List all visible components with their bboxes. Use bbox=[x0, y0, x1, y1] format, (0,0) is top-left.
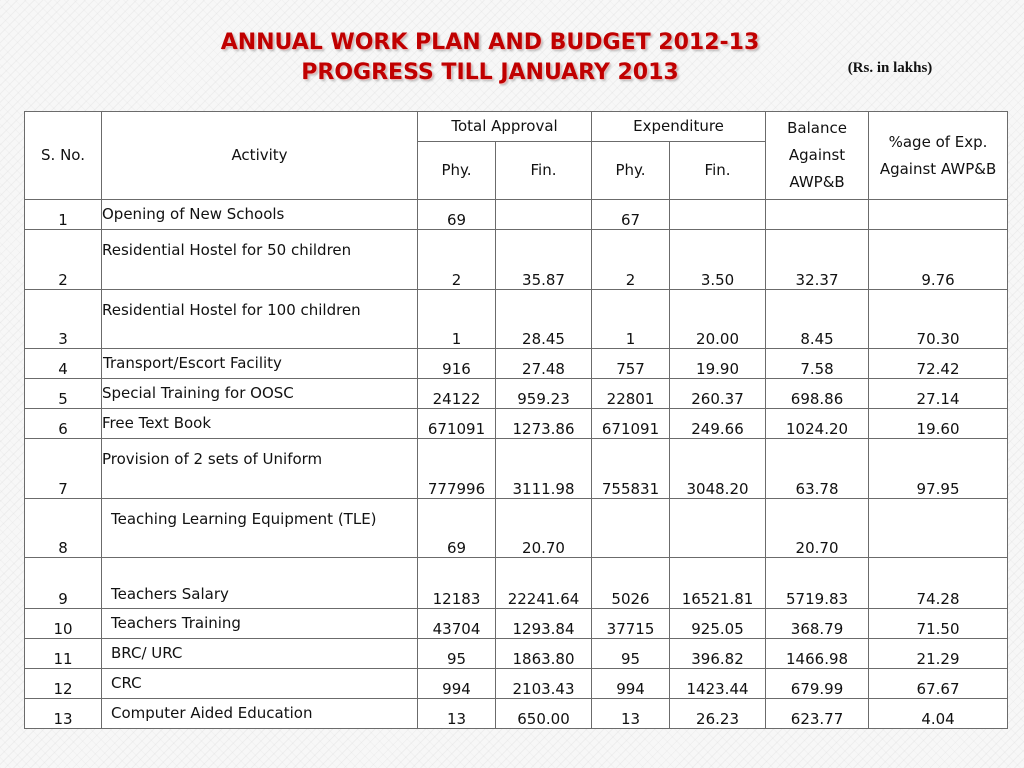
cell-sno: 9 bbox=[25, 558, 102, 609]
cell-activity: Teaching Learning Equipment (TLE) bbox=[102, 499, 418, 558]
cell-pct: 74.28 bbox=[869, 558, 1008, 609]
cell-balance: 8.45 bbox=[766, 290, 869, 349]
cell-ta-fin: 22241.64 bbox=[496, 558, 592, 609]
cell-ex-fin: 249.66 bbox=[670, 409, 766, 439]
cell-sno: 13 bbox=[25, 699, 102, 729]
cell-pct: 70.30 bbox=[869, 290, 1008, 349]
header-ex-phy: Phy. bbox=[592, 142, 670, 200]
cell-pct: 4.04 bbox=[869, 699, 1008, 729]
cell-ex-phy: 67 bbox=[592, 200, 670, 230]
cell-ex-phy: 2 bbox=[592, 230, 670, 290]
cell-activity: Opening of New Schools bbox=[102, 200, 418, 230]
cell-ex-fin: 1423.44 bbox=[670, 669, 766, 699]
cell-ta-phy: 671091 bbox=[418, 409, 496, 439]
slide-title-line1: ANNUAL WORK PLAN AND BUDGET 2012-13 bbox=[220, 30, 760, 55]
cell-sno: 10 bbox=[25, 609, 102, 639]
cell-ta-fin: 1293.84 bbox=[496, 609, 592, 639]
table-row bbox=[25, 349, 1008, 379]
cell-balance: 1466.98 bbox=[766, 639, 869, 669]
cell-ta-phy: 994 bbox=[418, 669, 496, 699]
table-row bbox=[25, 230, 1008, 290]
cell-ex-fin: 260.37 bbox=[670, 379, 766, 409]
cell-ex-phy: 671091 bbox=[592, 409, 670, 439]
cell-pct: 27.14 bbox=[869, 379, 1008, 409]
cell-ex-fin: 26.23 bbox=[670, 699, 766, 729]
cell-ta-phy: 24122 bbox=[418, 379, 496, 409]
cell-ta-fin: 28.45 bbox=[496, 290, 592, 349]
cell-ex-phy bbox=[592, 499, 670, 558]
cell-activity: BRC/ URC bbox=[102, 639, 418, 669]
header-ta-phy: Phy. bbox=[418, 142, 496, 200]
cell-ex-phy: 1 bbox=[592, 290, 670, 349]
cell-pct bbox=[869, 200, 1008, 230]
table-row bbox=[25, 639, 1008, 669]
cell-ta-fin: 35.87 bbox=[496, 230, 592, 290]
cell-ex-fin bbox=[670, 200, 766, 230]
cell-activity: Teachers Salary bbox=[102, 558, 418, 609]
cell-balance: 7.58 bbox=[766, 349, 869, 379]
cell-ta-fin bbox=[496, 200, 592, 230]
cell-ta-phy: 69 bbox=[418, 499, 496, 558]
table-row bbox=[25, 439, 1008, 499]
cell-sno: 11 bbox=[25, 639, 102, 669]
cell-pct: 9.76 bbox=[869, 230, 1008, 290]
cell-ta-phy: 2 bbox=[418, 230, 496, 290]
cell-balance: 698.86 bbox=[766, 379, 869, 409]
cell-ex-fin: 20.00 bbox=[670, 290, 766, 349]
cell-balance: 63.78 bbox=[766, 439, 869, 499]
cell-balance bbox=[766, 200, 869, 230]
cell-ex-phy: 994 bbox=[592, 669, 670, 699]
cell-pct: 19.60 bbox=[869, 409, 1008, 439]
cell-balance: 623.77 bbox=[766, 699, 869, 729]
header-sno: S. No. bbox=[25, 112, 102, 200]
table-row bbox=[25, 499, 1008, 558]
cell-activity: Residential Hostel for 50 children bbox=[102, 230, 418, 290]
table-row bbox=[25, 669, 1008, 699]
cell-ta-phy: 12183 bbox=[418, 558, 496, 609]
cell-pct bbox=[869, 499, 1008, 558]
cell-sno: 1 bbox=[25, 200, 102, 230]
header-pct-exp: %age of Exp. Against AWP&B bbox=[869, 112, 1008, 200]
cell-activity: Teachers Training bbox=[102, 609, 418, 639]
cell-activity: Provision of 2 sets of Uniform bbox=[102, 439, 418, 499]
cell-balance: 679.99 bbox=[766, 669, 869, 699]
cell-ta-fin: 650.00 bbox=[496, 699, 592, 729]
budget-table bbox=[24, 111, 1008, 729]
cell-pct: 71.50 bbox=[869, 609, 1008, 639]
cell-balance: 5719.83 bbox=[766, 558, 869, 609]
cell-ex-phy: 95 bbox=[592, 639, 670, 669]
cell-ta-phy: 69 bbox=[418, 200, 496, 230]
cell-activity: Special Training for OOSC bbox=[102, 379, 418, 409]
cell-ta-fin: 27.48 bbox=[496, 349, 592, 379]
cell-ta-fin: 20.70 bbox=[496, 499, 592, 558]
cell-ta-phy: 1 bbox=[418, 290, 496, 349]
header-balance: Balance Against AWP&B bbox=[766, 112, 869, 200]
cell-sno: 7 bbox=[25, 439, 102, 499]
cell-ex-phy: 755831 bbox=[592, 439, 670, 499]
cell-activity: Transport/Escort Facility bbox=[102, 349, 418, 379]
cell-pct: 67.67 bbox=[869, 669, 1008, 699]
cell-activity: CRC bbox=[102, 669, 418, 699]
cell-balance: 1024.20 bbox=[766, 409, 869, 439]
cell-ex-fin: 3048.20 bbox=[670, 439, 766, 499]
header-total-approval: Total Approval bbox=[418, 112, 592, 142]
cell-ta-phy: 777996 bbox=[418, 439, 496, 499]
cell-ex-fin: 19.90 bbox=[670, 349, 766, 379]
cell-balance: 20.70 bbox=[766, 499, 869, 558]
cell-ex-fin: 925.05 bbox=[670, 609, 766, 639]
table-row bbox=[25, 379, 1008, 409]
slide-title-line2: PROGRESS TILL JANUARY 2013 bbox=[301, 60, 679, 85]
cell-sno: 5 bbox=[25, 379, 102, 409]
cell-activity: Computer Aided Education bbox=[102, 699, 418, 729]
cell-ex-fin: 16521.81 bbox=[670, 558, 766, 609]
cell-pct: 21.29 bbox=[869, 639, 1008, 669]
table-row bbox=[25, 609, 1008, 639]
cell-ex-phy: 37715 bbox=[592, 609, 670, 639]
header-activity: Activity bbox=[102, 112, 418, 200]
table-row bbox=[25, 699, 1008, 729]
cell-sno: 12 bbox=[25, 669, 102, 699]
cell-balance: 32.37 bbox=[766, 230, 869, 290]
cell-activity: Free Text Book bbox=[102, 409, 418, 439]
cell-ex-phy: 13 bbox=[592, 699, 670, 729]
cell-pct: 72.42 bbox=[869, 349, 1008, 379]
cell-sno: 4 bbox=[25, 349, 102, 379]
cell-sno: 8 bbox=[25, 499, 102, 558]
header-ex-fin: Fin. bbox=[670, 142, 766, 200]
table-row bbox=[25, 200, 1008, 230]
units-note: (Rs. in lakhs) bbox=[847, 60, 933, 76]
cell-ex-fin: 396.82 bbox=[670, 639, 766, 669]
cell-ta-fin: 1863.80 bbox=[496, 639, 592, 669]
table-row bbox=[25, 290, 1008, 349]
cell-ex-phy: 22801 bbox=[592, 379, 670, 409]
header-expenditure: Expenditure bbox=[592, 112, 766, 142]
cell-ex-phy: 757 bbox=[592, 349, 670, 379]
cell-ta-phy: 13 bbox=[418, 699, 496, 729]
cell-sno: 3 bbox=[25, 290, 102, 349]
cell-ex-fin bbox=[670, 499, 766, 558]
cell-pct: 97.95 bbox=[869, 439, 1008, 499]
header-ta-fin: Fin. bbox=[496, 142, 592, 200]
cell-ta-fin: 1273.86 bbox=[496, 409, 592, 439]
table-row bbox=[25, 558, 1008, 609]
cell-ex-phy: 5026 bbox=[592, 558, 670, 609]
cell-ta-phy: 916 bbox=[418, 349, 496, 379]
cell-balance: 368.79 bbox=[766, 609, 869, 639]
table-row bbox=[25, 409, 1008, 439]
cell-ta-fin: 2103.43 bbox=[496, 669, 592, 699]
cell-activity: Residential Hostel for 100 children bbox=[102, 290, 418, 349]
cell-sno: 6 bbox=[25, 409, 102, 439]
cell-ta-fin: 3111.98 bbox=[496, 439, 592, 499]
cell-sno: 2 bbox=[25, 230, 102, 290]
cell-ta-fin: 959.23 bbox=[496, 379, 592, 409]
cell-ex-fin: 3.50 bbox=[670, 230, 766, 290]
cell-ta-phy: 95 bbox=[418, 639, 496, 669]
cell-ta-phy: 43704 bbox=[418, 609, 496, 639]
